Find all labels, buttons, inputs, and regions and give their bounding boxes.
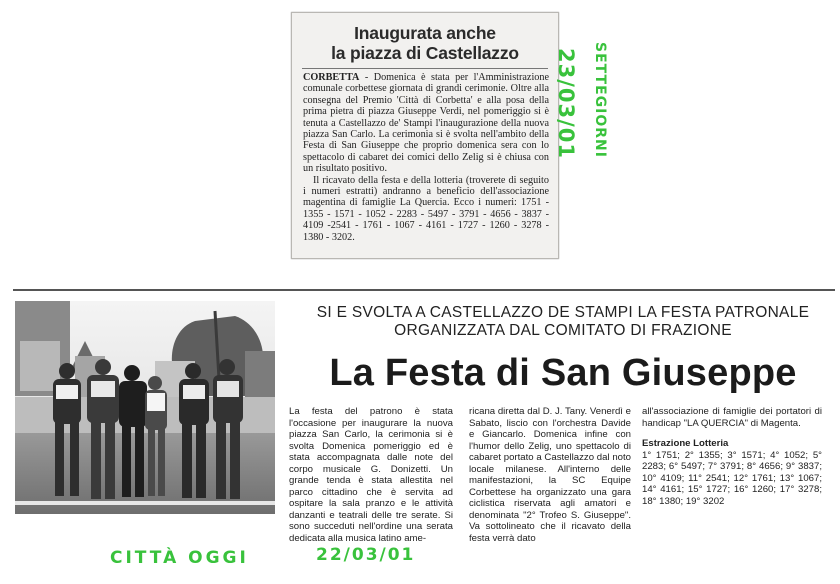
- top-article-paragraph-1-text: - Domenica è stata per l'Amministrazione comunale corbettese giornata di grandi cerimonie. Oltre alla consegna del Premio 'Città di Corbetta' e alla posa della prima pietra di piazza Giuseppe Verdi, nel pomeriggio si è tenuta a Castellazzo de' Stampi l'inaugurazione della nuova piazza San Carlo. La cerimonia si è svolta nell'ambito della Festa di San Giuseppe che proprio domenica sera con lo spettacolo di cabaret dei comici dello Zelig si è chiusa con un risultato positivo.: [303, 72, 549, 175]
- top-article-title-line2: la piazza di Castellazzo: [331, 43, 519, 63]
- handwritten-date-top: 23/03/01: [554, 48, 578, 160]
- bottom-article-clipping: [13, 289, 835, 544]
- article-column-3: [642, 406, 822, 507]
- top-article-title-line1: Inaugurata anche: [354, 23, 496, 43]
- top-article-paragraph-1: [303, 72, 549, 175]
- article-column-2: ricana diretta dal D. J. Tany. Venerdì e Sabato, liscio con l'orchestra Davide e Giancarlo. Domenica infine con l'humor dello Zelig, uno spettacolo di cabaret portato a Castellazzo dal noto locale milanese. All'interno delle manifestazioni, la SC Equipe Corbettese ha organizzato una gara ciclistica riservata agli amatori e denominata "2° Trofeo S. Giuseppe". Va sottolineato che il ricavato della festa verrà dato: [469, 406, 631, 544]
- lottery-numbers: 1° 1751; 2° 1355; 3° 1571; 4° 1052; 5° 2283; 6° 5497; 7° 3791; 8° 4656; 9° 3837; 10° 4109; 11° 2541; 12° 1761; 13° 1067; 14° 4161; 15° 1727; 16° 1260; 17° 3278; 18° 1380; 19° 3202: [642, 449, 822, 507]
- photo-group-of-people: [15, 301, 275, 514]
- handwritten-source-bottom: CITTÀ OGGI: [110, 548, 249, 568]
- top-article-title: [292, 23, 558, 63]
- title-divider: [302, 68, 548, 69]
- article-kicker: [298, 304, 828, 340]
- handwritten-date-bottom: 22/03/01: [316, 545, 416, 565]
- top-article-body: [292, 72, 558, 243]
- lottery-title: Estrazione Lotteria: [642, 438, 729, 449]
- article-column-3-text: all'associazione di famiglie dei portatori di handicap "LA QUERCIA" di Magenta.: [642, 406, 822, 429]
- article-kicker-line2: ORGANIZZATA DAL COMITATO DI FRAZIONE: [394, 322, 732, 339]
- article-photo: [15, 301, 275, 514]
- article-column-1: La festa del patrono è stata l'occasione per inaugurare la nuova piazza San Carlo, la cerimonia si è svolta Domenica pomeriggio ed è stata accompagnata dalle note del corpo musicale G. Donizetti. Un grande tenda è stata allestita nel parco cittadino che è servita ad ospitare la sala pranzo e le attività danzanti e teatrali delle tre serate. Si sono succeduti nell'ordine una serata dedicata alla musica latino ame-: [289, 406, 453, 544]
- top-article-paragraph-2: Il ricavato della festa e della lotteria (troverete di seguito i numeri estratti) andranno a beneficio dell'associazione magentina di famiglie La Quercia. Ecco i numeri: 1751 - 1355 - 1571 - 1052 - 2283 - 5497 - 3791 - 4656 - 3837 - 4109 -2541 - 1761 - 1067 - 4161 - 1727 - 1260 - 3278 - 1380 - 3202.: [303, 174, 549, 243]
- top-article-dateline: CORBETTA: [303, 72, 360, 83]
- top-article-clipping: [291, 12, 559, 259]
- article-kicker-line1: SI E SVOLTA A CASTELLAZZO DE STAMPI LA FESTA PATRONALE: [316, 304, 810, 321]
- handwritten-source-top: SETTEGIORNI: [592, 42, 608, 158]
- article-headline: La Festa di San Giuseppe: [329, 352, 797, 394]
